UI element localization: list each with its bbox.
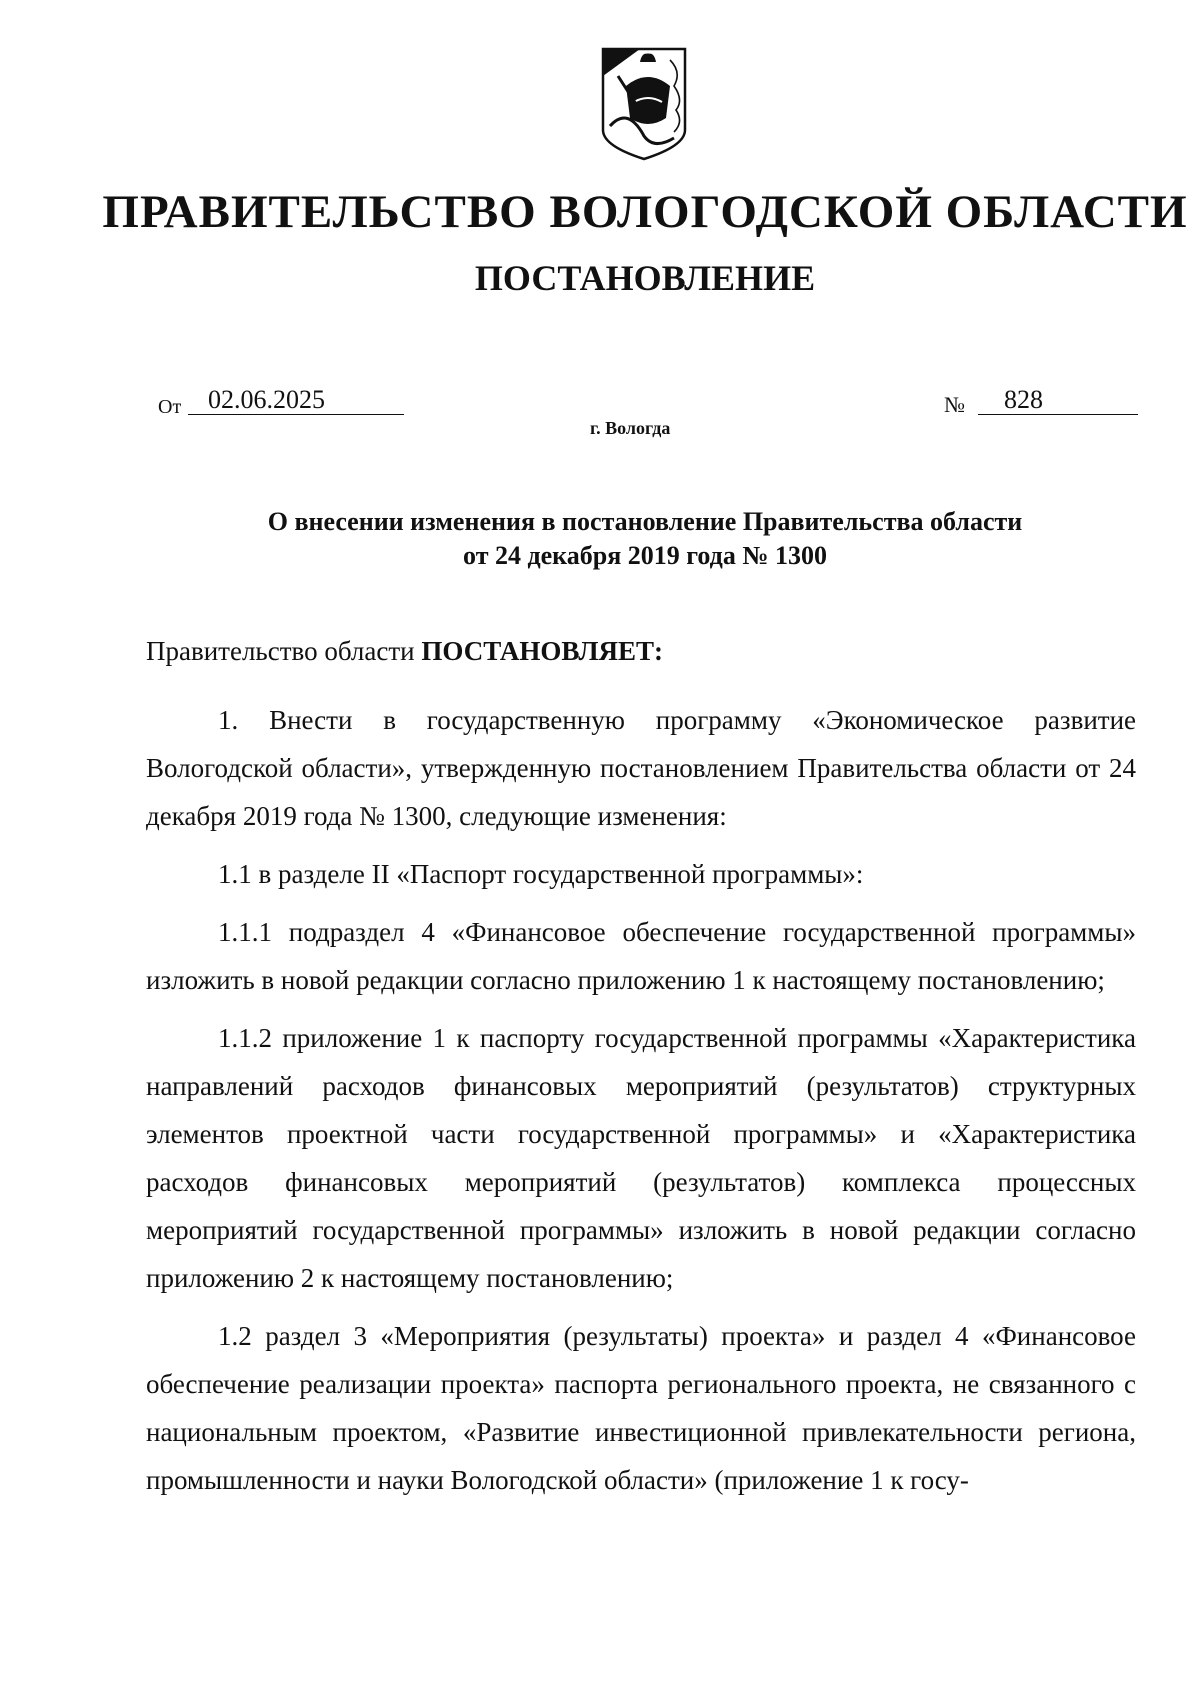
paragraph: 1.1 в разделе II «Паспорт государственной программы»: [218, 859, 864, 889]
decree-line [146, 636, 663, 667]
document-subject [100, 505, 1190, 573]
date-number-row [158, 384, 1138, 420]
decree-verb: ПОСТАНОВЛЯЕТ: [421, 636, 663, 666]
paragraph: 1. Внести в государственную программу «Экономическое развитие Вологодской области», утвержденную постановлением Правительства области от 24 декабря 2019 года № 1300, следующие изменения: [146, 705, 1136, 831]
city: г. Вологда [590, 418, 671, 438]
number-underline [978, 384, 1138, 415]
date-prefix: От [158, 396, 182, 418]
subject-line-1: О внесении изменения в постановление Правительства области [267, 507, 1023, 536]
paragraph: 1.1.1 подраздел 4 «Финансовое обеспечение государственной программы» изложить в новой редакции согласно приложению 1 к настоящему постановлению; [146, 917, 1136, 995]
paragraph: 1.1.2 приложение 1 к паспорту государственной программы «Характеристика направлений расходов финансовых мероприятий (результатов) структурных элементов проектной части государственной программы» и «Характеристика расходов финансовых мероприятий (результатов) комплекса процессных мероприятий государственной программы» изложить в новой редакции согласно приложению 2 к настоящему постановлению; [146, 1023, 1136, 1293]
subject-line-2: от 24 декабря 2019 года № 1300 [463, 541, 827, 570]
decree-prefix: Правительство области [146, 636, 415, 666]
document-type: ПОСТАНОВЛЕНИЕ [474, 258, 816, 298]
coat-of-arms-icon [600, 46, 688, 162]
paragraph: 1.2 раздел 3 «Мероприятия (результаты) проекта» и раздел 4 «Финансовое обеспечение реализации проекта» паспорта регионального проекта, не связанного с национальным проектом, «Развитие инвестиционной привлекательности региона, промышленности и науки Вологодской области» (приложение 1 к госу- [146, 1321, 1136, 1495]
document-body [146, 696, 1136, 1504]
document-date: 02.06.2025 [208, 385, 325, 414]
number-sign: № [944, 392, 965, 417]
document-number: 828 [1004, 385, 1043, 414]
organization-title: ПРАВИТЕЛЬСТВО ВОЛОГОДСКОЙ ОБЛАСТИ [102, 186, 1188, 238]
